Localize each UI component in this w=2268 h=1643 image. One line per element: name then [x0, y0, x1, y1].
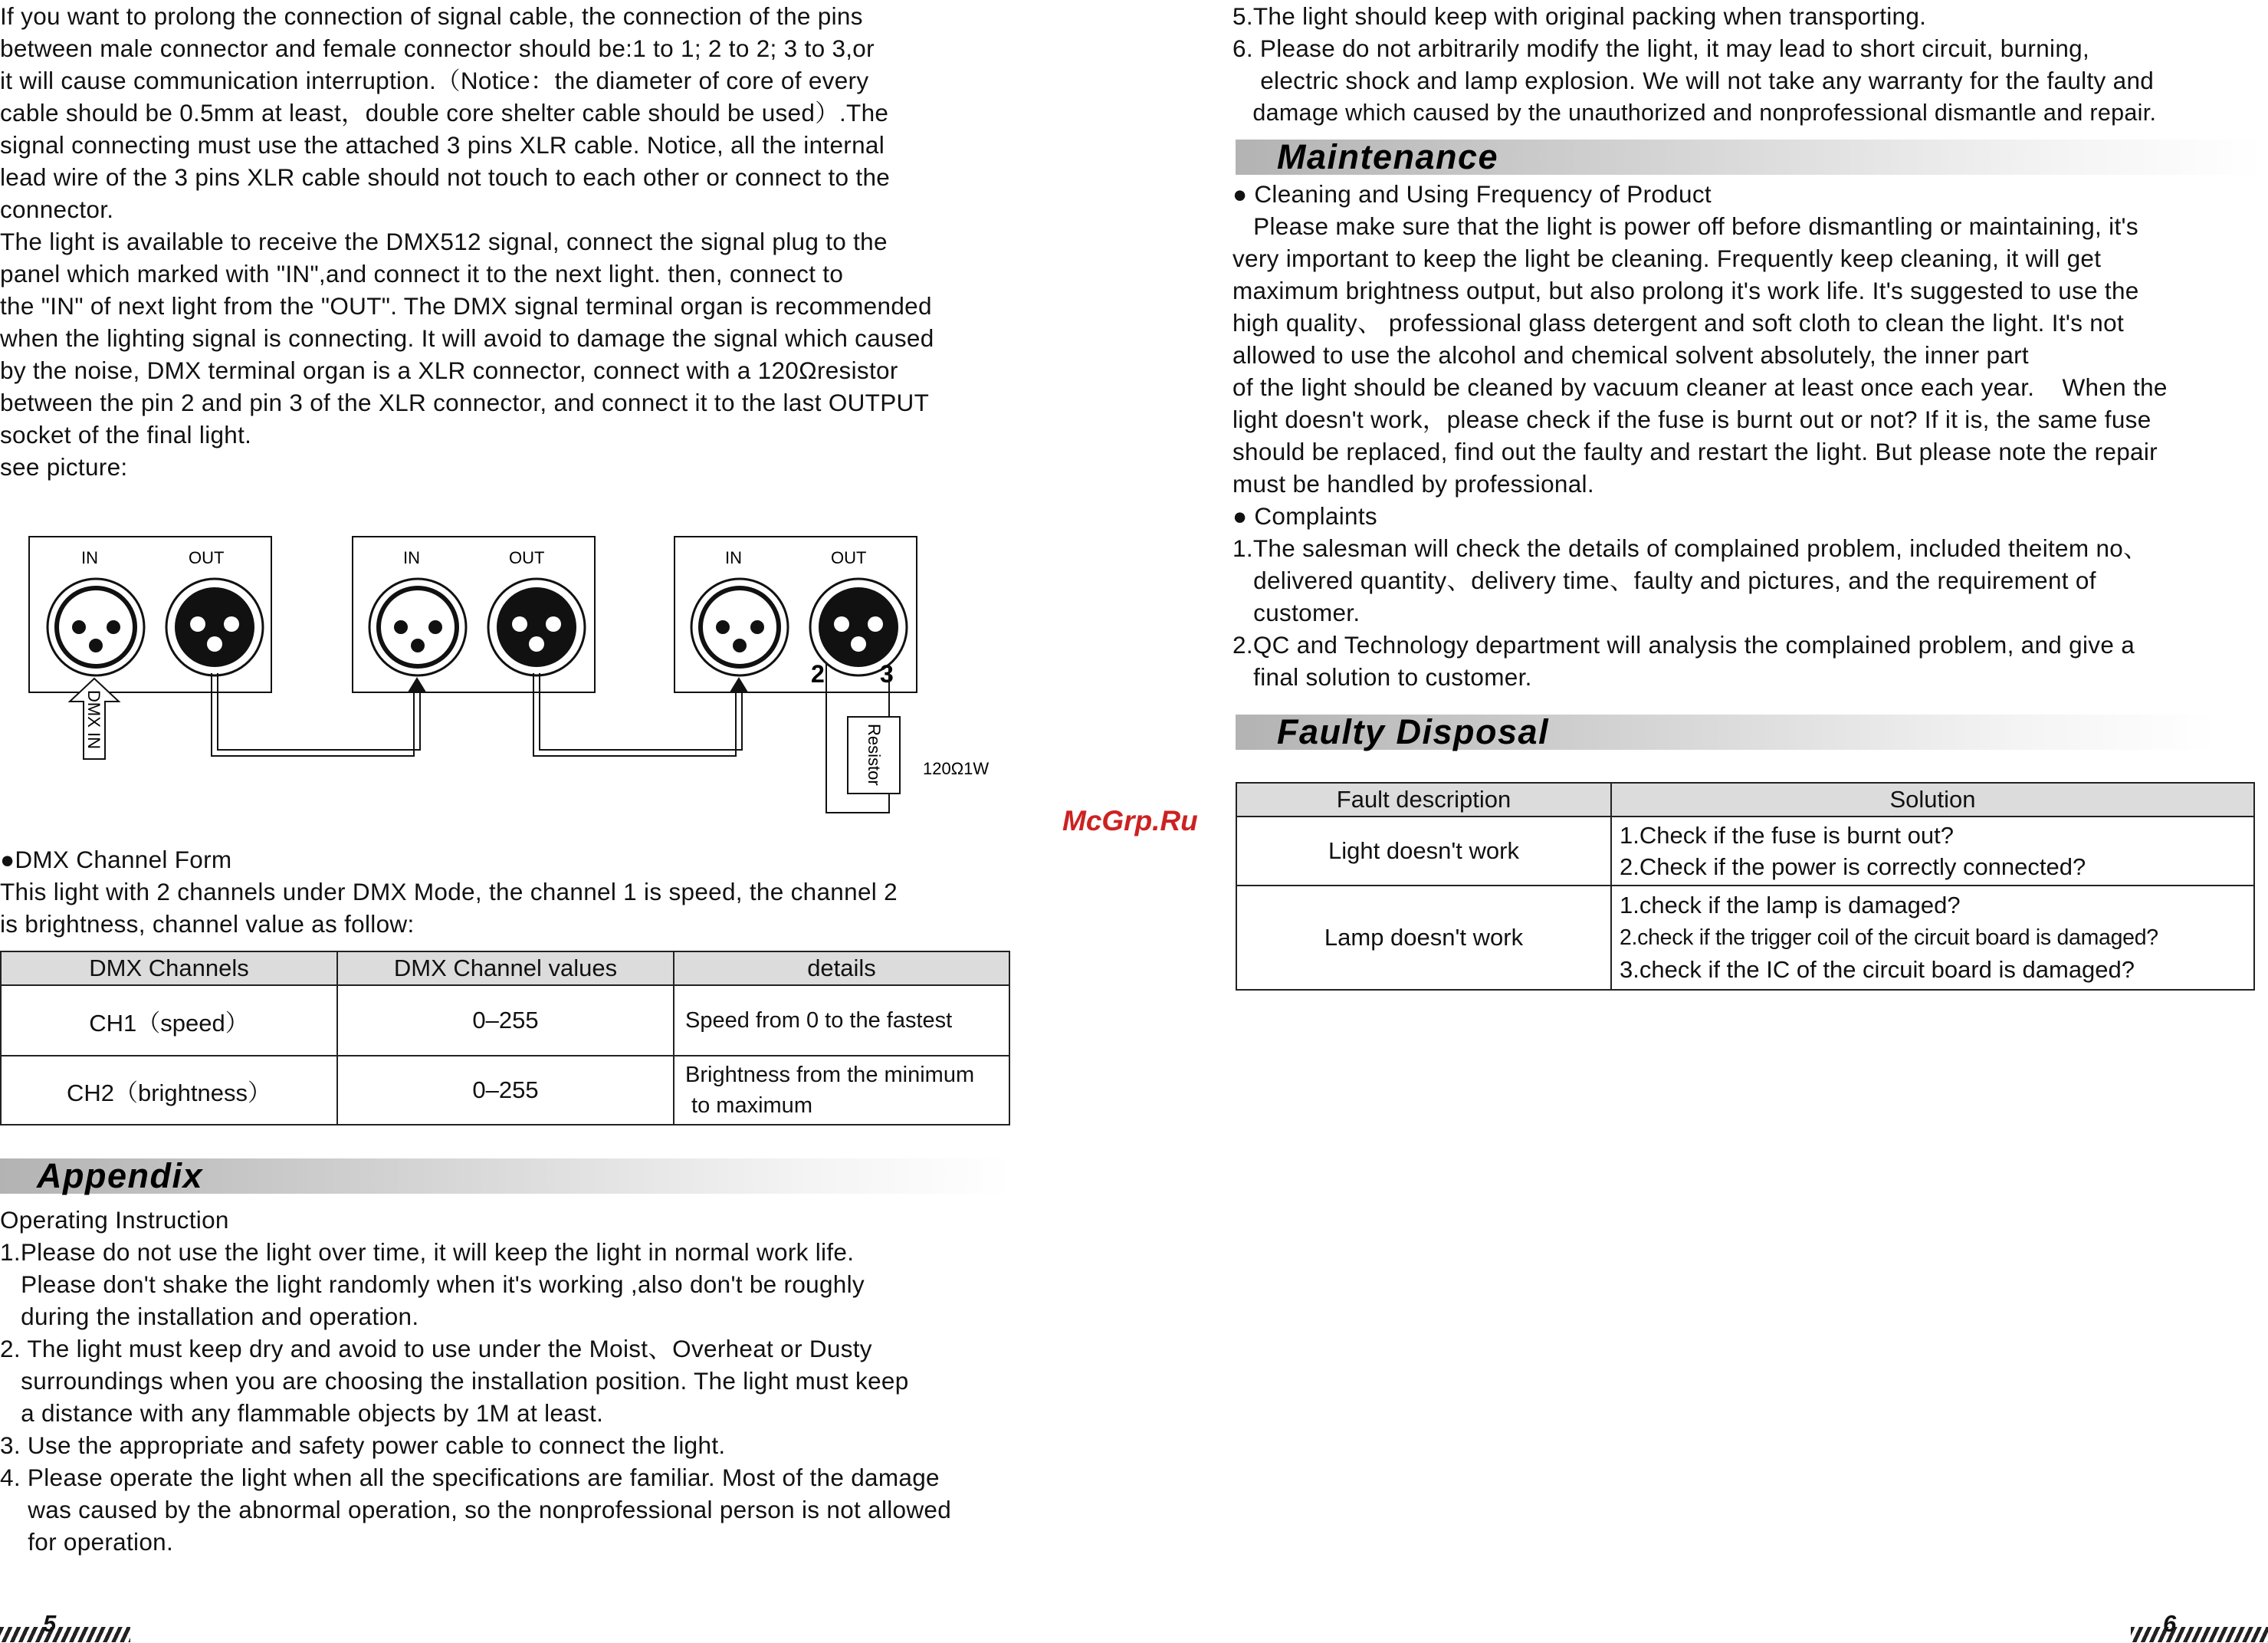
table-header: Solution	[1611, 783, 2254, 817]
page-number-left: 5	[43, 1610, 57, 1637]
maintenance-line: 2.QC and Technology department will analysis the complained problem, and give a	[1232, 631, 2135, 659]
detail-text: Brightness from the minimum	[685, 1063, 975, 1087]
solution-cell	[1611, 817, 2254, 886]
channel-form-desc: is brightness, channel value as follow:	[0, 910, 415, 938]
out-label: OUT	[509, 548, 545, 567]
packing-line: electric shock and lamp explosion. We will not take any warranty for the faulty and	[1232, 67, 2155, 94]
detail-text: to maximum	[685, 1093, 812, 1118]
dmx-wiring-diagram	[0, 529, 1027, 836]
appendix-line: 1.Please do not use the light over time, it will keep the light in normal work life.	[0, 1238, 855, 1266]
appendix-line: a distance with any flammable objects by 1M at least.	[0, 1399, 604, 1427]
xlr-female-connector-icon	[691, 579, 788, 675]
intro-line: between the pin 2 and pin 3 of the XLR connector, and connect it to the last OUTPUT	[0, 389, 930, 416]
intro-line: it will cause communication interruption.（Notice：the diameter of core of every	[0, 67, 869, 94]
appendix-line: was caused by the abnormal operation, so the nonprofessional person is not allowed	[0, 1496, 952, 1523]
intro-line: connector.	[0, 196, 114, 223]
in-label: IN	[725, 548, 742, 567]
xlr-female-connector-icon	[369, 579, 466, 675]
channel-form-desc: This light with 2 channels under DMX Mode, the channel 1 is speed, the channel 2	[0, 878, 898, 905]
intro-line: signal connecting must use the attached 3 pins XLR cable. Notice, all the internal	[0, 131, 885, 159]
appendix-title: Appendix	[37, 1156, 204, 1195]
table-header: Fault description	[1236, 783, 1611, 817]
value-cell: 0–255	[337, 985, 674, 1056]
packing-line: 6. Please do not arbitrarily modify the light, it may lead to short circuit, burning,	[1232, 35, 2090, 62]
maintenance-line: Please make sure that the light is power off before dismantling or maintaining, it's	[1232, 212, 2138, 240]
appendix-line: Please don't shake the light randomly when it's working ,also don't be roughly	[0, 1270, 865, 1298]
channel-form-heading: ●DMX Channel Form	[0, 846, 232, 873]
appendix-line: 4. Please operate the light when all the specifications are familiar. Most of the damage	[0, 1464, 940, 1491]
resistor-label: Resistor	[865, 724, 884, 786]
xlr-male-connector-icon	[488, 579, 585, 675]
maintenance-line: must be handled by professional.	[1232, 470, 1594, 498]
solution-text: 2.Check if the power is correctly connected?	[1620, 853, 2086, 880]
maintenance-line: ● Complaints	[1232, 502, 1377, 530]
table-header: DMX Channels	[1, 951, 337, 985]
maintenance-line: of the light should be cleaned by vacuum cleaner at least once each year. When the	[1232, 373, 2168, 401]
maintenance-line: high quality、 professional glass detergent and soft cloth to clean the light. It's not	[1232, 309, 2124, 337]
dmx-channel-table	[0, 951, 1010, 1125]
channel-cell: CH2（brightness）	[1, 1056, 337, 1125]
fault-cell: Lamp doesn't work	[1236, 886, 1611, 990]
maintenance-line: delivered quantity、delivery time、faulty and pictures, and the requirement of	[1232, 567, 2096, 594]
packing-line: damage which caused by the unauthorized and nonprofessional dismantle and repair.	[1232, 100, 2157, 126]
footer-stripe	[0, 1627, 130, 1642]
intro-line: lead wire of the 3 pins XLR cable should not touch to each other or connect to the	[0, 163, 891, 191]
appendix-line: Operating Instruction	[0, 1206, 229, 1234]
appendix-line: for operation.	[0, 1528, 174, 1556]
pin-3-label: 3	[880, 660, 894, 688]
table-row	[1, 1056, 1009, 1125]
appendix-line: 2. The light must keep dry and avoid to use under the Moist、Overheat or Dusty	[0, 1335, 872, 1362]
packing-line: 5.The light should keep with original packing when transporting.	[1232, 2, 1927, 30]
maintenance-line: should be replaced, find out the faulty and restart the light. But please note the repair	[1232, 438, 2158, 465]
intro-line: by the noise, DMX terminal organ is a XLR connector, connect with a 120Ωresistor	[0, 357, 898, 384]
maintenance-line: light doesn't work，please check if the fuse is burnt out or not? If it is, the same fuse	[1232, 406, 2151, 433]
table-row	[1236, 817, 2254, 886]
value-cell: 0–255	[337, 1056, 674, 1125]
appendix-line: 3. Use the appropriate and safety power cable to connect the light.	[0, 1431, 726, 1459]
watermark: McGrp.Ru	[1062, 805, 1198, 836]
maintenance-line: final solution to customer.	[1232, 663, 1532, 691]
maintenance-line: allowed to use the alcohol and chemical solvent absolutely, the inner part	[1232, 341, 2029, 369]
detail-text: Speed from 0 to the fastest	[685, 1007, 953, 1033]
maintenance-line: customer.	[1232, 599, 1360, 626]
intro-line: cable should be 0.5mm at least，double core shelter cable should be used）.The	[0, 99, 889, 127]
resistor-value-label: 120Ω1W	[923, 759, 990, 778]
intro-line: the "IN" of next light from the "OUT". The DMX signal terminal organ is recommended	[0, 292, 932, 320]
faulty-disposal-table	[1236, 782, 2255, 991]
maintenance-line: 1.The salesman will check the details of complained problem, included theitem no、	[1232, 534, 2148, 562]
intro-line: panel which marked with "IN",and connect it to the next light. then, connect to	[0, 260, 844, 288]
channel-cell: CH1（speed）	[1, 985, 337, 1056]
fault-cell: Light doesn't work	[1236, 817, 1611, 886]
detail-cell	[674, 1056, 1009, 1125]
maintenance-line: maximum brightness output, but also prolong it's work life. It's suggested to use the	[1232, 277, 2139, 304]
intro-line: If you want to prolong the connection of signal cable, the connection of the pins	[0, 2, 863, 30]
table-header: details	[674, 951, 1009, 985]
intro-line: between male connector and female connector should be:1 to 1; 2 to 2; 3 to 3,or	[0, 35, 875, 62]
table-row	[1236, 886, 2254, 990]
appendix-line: surroundings when you are choosing the installation position. The light must keep	[0, 1367, 909, 1395]
table-header: DMX Channel values	[337, 951, 674, 985]
solution-text: 1.Check if the fuse is burnt out?	[1620, 822, 1954, 849]
xlr-male-connector-icon	[166, 579, 263, 675]
intro-line: The light is available to receive the DMX512 signal, connect the signal plug to the	[0, 228, 888, 255]
solution-cell	[1611, 886, 2254, 990]
intro-line: when the lighting signal is connecting. It will avoid to damage the signal which caused	[0, 324, 934, 352]
pin-2-label: 2	[811, 660, 825, 688]
in-label: IN	[403, 548, 420, 567]
solution-text: 3.check if the IC of the circuit board is damaged?	[1620, 956, 2135, 983]
out-label: OUT	[189, 548, 225, 567]
detail-cell	[674, 985, 1009, 1056]
out-label: OUT	[831, 548, 867, 567]
solution-text: 2.check if the trigger coil of the circuit board is damaged?	[1620, 925, 2158, 950]
intro-line: socket of the final light.	[0, 421, 252, 449]
table-row	[1, 985, 1009, 1056]
footer-stripe	[2131, 1627, 2268, 1642]
appendix-line: during the installation and operation.	[0, 1303, 419, 1330]
maintenance-title: Maintenance	[1277, 137, 1499, 176]
intro-line: see picture:	[0, 453, 128, 481]
xlr-female-connector-icon	[48, 579, 144, 675]
solution-text: 1.check if the lamp is damaged?	[1620, 892, 1961, 918]
maintenance-line: very important to keep the light be cleaning. Frequently keep cleaning, it will get	[1232, 245, 2102, 272]
dmx-in-label: DMX IN	[84, 690, 103, 749]
in-label: IN	[81, 548, 98, 567]
page-number-right: 6	[2163, 1610, 2177, 1637]
maintenance-line: ● Cleaning and Using Frequency of Product	[1232, 180, 1712, 208]
faulty-title: Faulty Disposal	[1277, 712, 1550, 751]
